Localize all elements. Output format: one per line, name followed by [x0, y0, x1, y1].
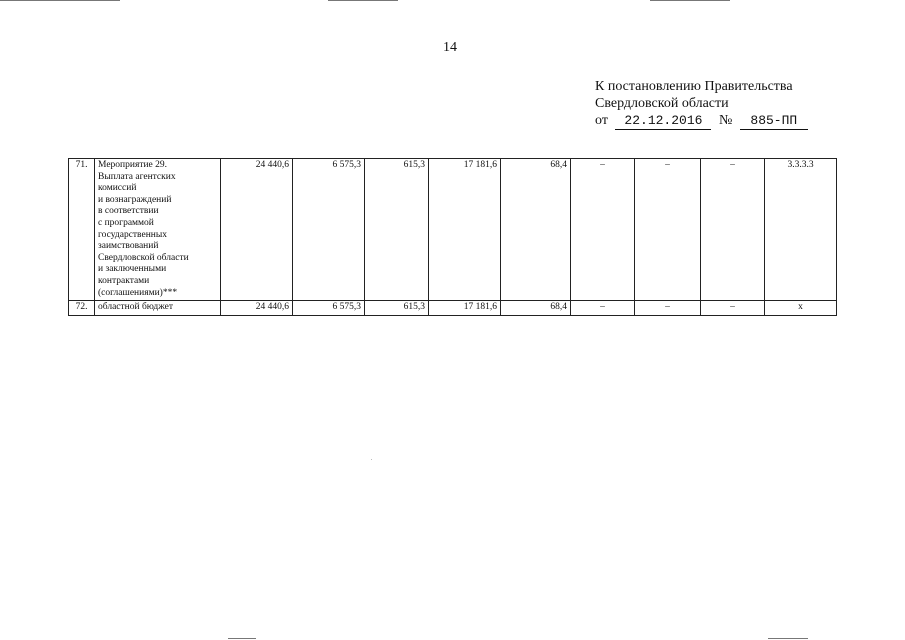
number-sign: № [718, 113, 733, 128]
page-number: 14 [443, 40, 457, 55]
row-number: 72. [69, 301, 95, 316]
cell-year-2: 615,3 [365, 159, 429, 301]
description-line: областной бюджет [98, 302, 174, 313]
cell-year-5: – [571, 301, 635, 316]
scan-edge-bottom-right [768, 638, 808, 639]
scan-edge-top-mid [328, 0, 398, 1]
funding-table [68, 158, 837, 316]
cell-total: 24 440,6 [221, 159, 293, 301]
cell-year-7: – [701, 159, 765, 301]
scan-edge-bottom-left [228, 638, 256, 639]
header-date-row [595, 112, 808, 130]
resolution-number: 885-ПП [740, 112, 808, 130]
cell-year-5: – [571, 159, 635, 301]
description-line: контрактами [98, 275, 150, 286]
header-line-1: К постановлению Правительства [595, 79, 793, 94]
description-line: Свердловской области [98, 252, 189, 263]
cell-total: 24 440,6 [221, 301, 293, 316]
cell-year-2: 615,3 [365, 301, 429, 316]
description-line: заимствований [98, 241, 159, 252]
cell-target-code: х [765, 301, 837, 316]
description-line: комиссий [98, 183, 137, 194]
cell-year-4: 68,4 [501, 301, 571, 316]
description-line: в соответствии [98, 206, 159, 217]
cell-year-6: – [635, 301, 701, 316]
cell-year-1: 6 575,3 [293, 301, 365, 316]
table-row [69, 301, 837, 316]
cell-target-code: 3.3.3.3 [765, 159, 837, 301]
scan-speck [371, 459, 372, 460]
cell-year-6: – [635, 159, 701, 301]
description-line: (соглашениями)*** [98, 287, 178, 298]
cell-year-3: 17 181,6 [429, 159, 501, 301]
scan-edge-top-left [0, 0, 120, 1]
description-line: государственных [98, 229, 168, 240]
date-prefix: от [595, 113, 608, 128]
cell-year-3: 17 181,6 [429, 301, 501, 316]
resolution-date: 22.12.2016 [615, 112, 711, 130]
header-line-2: Свердловской области [595, 96, 729, 111]
description-line: с программой [98, 217, 154, 228]
cell-year-7: – [701, 301, 765, 316]
description-line: и вознаграждений [98, 194, 172, 205]
cell-year-4: 68,4 [501, 159, 571, 301]
document-header [595, 78, 808, 130]
cell-year-1: 6 575,3 [293, 159, 365, 301]
row-number: 71. [69, 159, 95, 301]
description-line: Выплата агентских [98, 171, 176, 182]
description-line: и заключенными [98, 264, 167, 275]
row-description [95, 301, 221, 316]
table-row [69, 159, 837, 301]
scan-edge-top-right [650, 0, 730, 1]
row-description [95, 159, 221, 301]
description-line: Мероприятие 29. [98, 160, 168, 170]
